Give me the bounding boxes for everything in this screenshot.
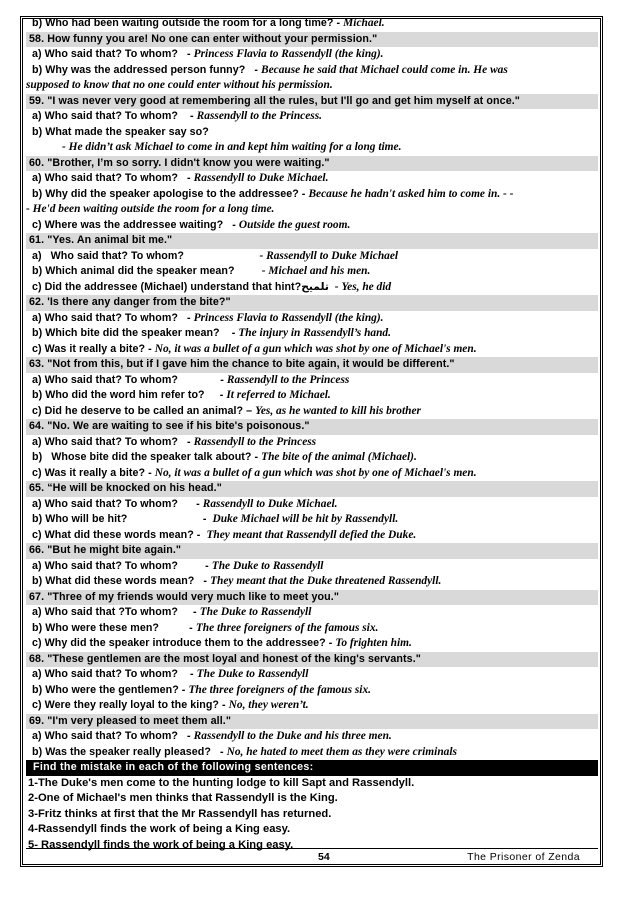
sub-question: c) Were they really loyal to the king? - [32,699,229,711]
answer: Duke Michael will be hit by Rassendyll. [212,513,399,525]
question-answer-line [26,109,598,125]
sub-question: a) Who said that? To whom? - [32,172,194,184]
sub-question: b) Which animal did the speaker mean? [32,265,262,277]
question-answer-line [26,512,598,528]
answer: No, it was a bullet of a gun which was shot by one of Michael's men. [154,342,477,355]
question-answer-line [26,171,598,187]
answer: To frighten him. [335,637,412,649]
answer-continuation [26,140,598,156]
answer: No, it was a bullet of a gun which was shot by one of Michael's men. [154,466,477,479]
answer: They meant that the Duke threatened Rassendyll. [210,575,442,587]
page-footer [26,848,598,865]
question-answer-line [26,125,598,141]
sub-question: b) Who did the word him refer to? - [32,389,227,401]
sub-question: c) Did he deserve to be called an animal? – [32,404,256,417]
question-answer-line [26,621,598,637]
answer: Because he hadn't asked him to come in. - - [308,187,514,200]
answer: - He didn’t ask Michael to come in and kept him waiting for a long time. [62,141,402,153]
answer: Rassendyll to the Princess [226,373,350,386]
mistake-sentence: 1-The Duke's men come to the hunting lodge to kill Sapt and Rassendyll. [28,776,415,789]
sub-question: c) Why did the speaker introduce them to the addressee? - [32,637,336,649]
answer: - Michael and his men. [261,265,371,277]
question-header: 66. "But he might bite again." [26,543,598,559]
book-title: The Prisoner of Zenda [467,851,580,863]
answer: - Yes, he did [334,280,392,293]
answer: The bite of the animal (Michael). [261,451,417,463]
question-answer-line [26,745,598,761]
sub-question: c) Was it really a bite? - [32,342,155,355]
answer: supposed to know that no one could enter without his permission. [26,79,333,91]
sub-question: b) Who were the gentlemen? - [32,683,189,696]
answer-continuation [26,78,598,94]
sub-question: a) Who said that? To whom? - [32,110,197,122]
question-header: 69. "I'm very pleased to meet them all." [26,714,598,730]
question-answer-line [26,683,598,699]
answer: Rassendyll to the Princess. [196,110,322,122]
question-header: 61. "Yes. An animal bit me." [26,233,598,249]
section-heading: Find the mistake in each of the following sentences: [26,760,598,776]
sub-question: a) Who said that? To whom? - [32,48,194,60]
sub-question: b) Why was the addressed person funny? - [32,63,261,76]
question-answer-line [26,667,598,683]
question-answer-line [26,326,598,342]
answer: Michael. [343,17,385,29]
question-answer-line [26,187,598,203]
sub-question: a) Who said that? To whom? - [32,497,203,510]
sub-question: a) Who said that? To whom? - [32,311,194,324]
question-answer-line [26,466,598,482]
answer: Princess Flavia to Rassendyll (the king). [193,311,384,324]
question-answer-line [26,574,598,590]
sub-question: b) Why did the speaker apologise to the addressee? - [32,187,309,200]
answer: Rassendyll to the Duke and his three men. [193,730,392,742]
answer: They meant that Rassendyll defied the Duke. [206,528,417,541]
answer: Outside the guest room. [238,218,351,231]
question-answer-line [26,605,598,621]
question-answer-line [26,218,598,234]
question-answer-line [26,249,598,265]
answer: Rassendyll to Duke Michael. [193,172,329,184]
question-answer-line [26,311,598,327]
question-answer-line [26,342,598,358]
question-answer-line [26,47,598,63]
answer: Rassendyll to Duke Michael. [202,497,338,510]
question-header: 68. "These gentlemen are the most loyal and honest of the king's servants." [26,652,598,668]
sub-question: a) Who said that? To whom? [32,249,260,262]
page-number: 54 [318,851,330,863]
question-header: 58. How funny you are! No one can enter without your permission." [26,32,598,48]
question-answer-line [26,497,598,513]
mistake-sentence: 5- Rassendyll finds the work of being a King easy. [28,838,294,851]
question-answer-line [26,404,598,420]
question-answer-line [26,280,598,296]
sub-question: a) Who said that? To whom? - [32,435,194,448]
question-answer-line [26,63,598,79]
question-header: 62. 'Is there any danger from the bite?" [26,295,598,311]
question-header: 64. "No. We are waiting to see if his bite's poisonous." [26,419,598,435]
answer: - He'd been waiting outside the room for a long time. [26,203,275,215]
sub-question: b) Who had been waiting outside the room for a long time? - [32,17,344,29]
question-header: 67. "Three of my friends would very much like to meet you." [26,590,598,606]
sub-question: b) Who were these men? - [32,621,196,634]
sub-question: c) What did these words mean? - [32,528,207,541]
sub-question: b) Whose bite did the speaker talk about? - [32,451,262,463]
question-header: 60. "Brother, I’m so sorry. I didn't know you were waiting." [26,156,598,172]
sub-question: a) Who said that? To whom? - [32,668,197,680]
question-answer-line [26,528,598,544]
question-answer-line [26,729,598,745]
mistake-sentence: 4-Rassendyll finds the work of being a King easy. [28,823,291,835]
answer-continuation [26,202,598,218]
sub-question: b) Was the speaker really pleased? - [32,745,227,758]
question-answer-line [26,636,598,652]
answer: The injury in Rassendyll’s hand. [238,327,391,339]
worksheet-content [26,16,598,853]
answer: Yes, as he wanted to kill his brother [255,404,421,417]
sub-question: a) Who said that? To whom? - [32,373,227,386]
answer: Princess Flavia to Rassendyll (the king). [193,48,384,60]
sub-question: b) What did these words mean? - [32,575,211,587]
sub-question: a) Who said that ?To whom? - [32,606,200,618]
answer: It referred to Michael. [226,389,331,401]
sub-question: a) Who said that? To whom? - [32,730,194,742]
answer: No, he hated to meet them as they were criminals [226,745,457,758]
answer: No, they weren’t. [228,699,309,711]
question-answer-line [26,16,598,32]
sub-question: b) What made the speaker say so? [32,125,209,138]
answer: The Duke to Rassendyll [199,606,312,618]
question-answer-line [26,450,598,466]
sub-question: a) Who said that? To whom? - [32,559,212,572]
question-answer-line [26,435,598,451]
answer: The Duke to Rassendyll [211,559,324,572]
answer: Because he said that Michael could come in. He was [261,63,508,76]
question-answer-line [26,373,598,389]
question-header: 65. “He will be knocked on his head." [26,481,598,497]
question-answer-line [26,264,598,280]
answer: The three foreigners of the famous six. [188,683,372,696]
sub-question: b) Who will be hit? - [32,513,213,525]
answer: - Rassendyll to Duke Michael [259,249,399,262]
mistake-sentence: 2-One of Michael's men thinks that Rassendyll is the King. [28,792,338,804]
mistake-sentence: 3-Fritz thinks at first that the Mr Rassendyll has returned. [28,807,332,820]
question-answer-line [26,559,598,575]
sub-question: b) Which bite did the speaker mean? - [32,327,239,339]
sub-question: c) Where was the addressee waiting? - [32,218,239,231]
answer: The three foreigners of the famous six. [195,621,379,634]
question-answer-line [26,698,598,714]
question-header: 63. "Not from this, but if I gave him the chance to bite again, it would be different." [26,357,598,373]
question-answer-line [26,388,598,404]
answer: Rassendyll to the Princess [193,435,317,448]
answer: The Duke to Rassendyll [196,668,309,680]
sub-question: c) Was it really a bite? - [32,466,155,479]
sub-question: c) Did the addressee (Michael) understand that hint?تلميح [32,280,335,293]
question-header: 59. "I was never very good at remembering all the rules, but I'll go and get him myself at once." [26,94,598,110]
